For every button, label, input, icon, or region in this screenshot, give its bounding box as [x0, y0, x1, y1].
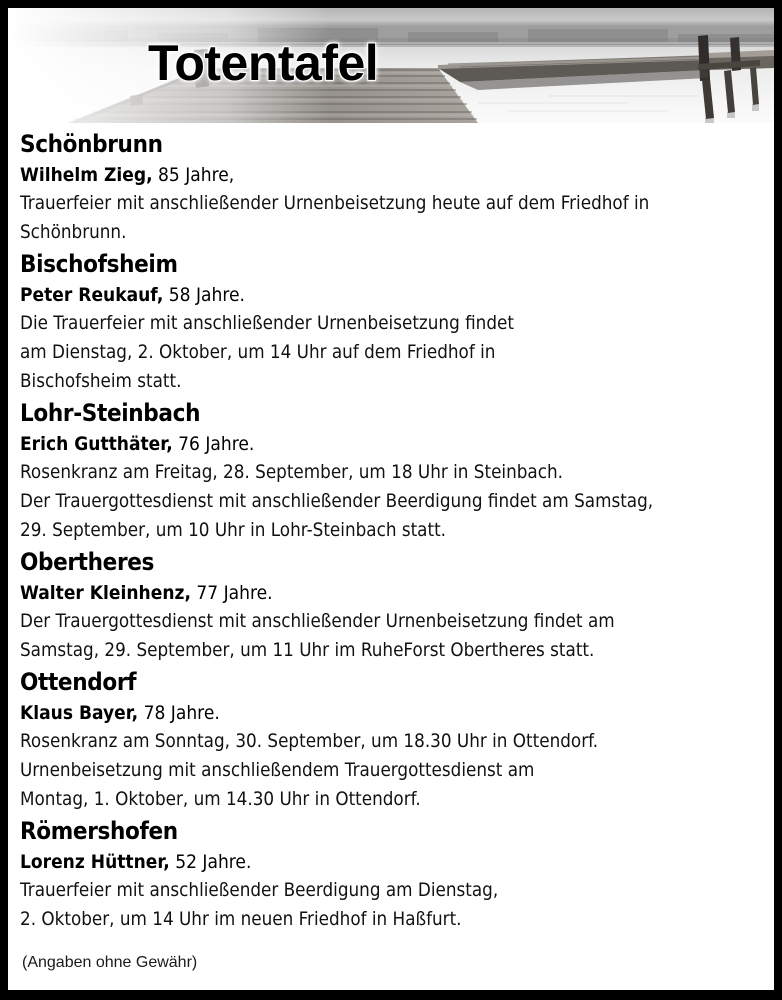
entry-person	[20, 281, 690, 309]
entry-age: 76 Jahre.	[178, 433, 255, 455]
entries-list	[8, 123, 774, 974]
entry-age: 78 Jahre.	[143, 702, 220, 724]
obituary-entry	[20, 128, 764, 247]
entry-detail-line: 2. Oktober, um 14 Uhr im neuen Friedhof in Haßfurt.	[20, 908, 462, 930]
entry-name: Peter Reukauf,	[20, 284, 164, 306]
entry-name: Klaus Bayer,	[20, 702, 139, 724]
entry-person	[20, 699, 690, 727]
entry-detail-line: Rosenkranz am Sonntag, 30. September, um 18.30 Uhr in Ottendorf.	[20, 730, 599, 752]
entry-age: 52 Jahre.	[175, 851, 252, 873]
obituary-entry	[20, 666, 764, 814]
entry-person	[20, 161, 690, 189]
entry-name: Wilhelm Zieg,	[20, 164, 153, 186]
entry-age: 85 Jahre,	[158, 164, 235, 186]
entry-detail-line: 29. September, um 10 Uhr in Lohr-Steinbach statt.	[20, 519, 447, 541]
entry-place: Schönbrunn	[20, 130, 163, 158]
notice-sheet	[8, 8, 774, 990]
entry-detail-line: Bischofsheim statt.	[20, 370, 182, 392]
entry-name: Walter Kleinhenz,	[20, 582, 191, 604]
entry-detail-line: Trauerfeier mit anschließender Beerdigung am Dienstag,	[20, 879, 499, 901]
entry-person	[20, 579, 690, 607]
obituary-entry	[20, 546, 764, 665]
entry-place: Obertheres	[20, 548, 155, 576]
entry-name: Erich Gutthäter,	[20, 433, 173, 455]
entry-person	[20, 430, 690, 458]
pier-photo	[8, 8, 774, 123]
entry-age: 58 Jahre.	[168, 284, 245, 306]
entry-detail-line: Trauerfeier mit anschließender Urnenbeisetzung heute auf dem Friedhof in	[20, 192, 650, 214]
entry-detail-line: Samstag, 29. September, um 11 Uhr im RuheForst Obertheres statt.	[20, 639, 595, 661]
entry-place: Bischofsheim	[20, 250, 178, 278]
header-banner	[8, 8, 774, 123]
page-title: Totentafel	[148, 35, 379, 91]
obituary-entry	[20, 815, 764, 934]
entry-age: 77 Jahre.	[196, 582, 273, 604]
entry-detail-line: Der Trauergottesdienst mit anschließender Urnenbeisetzung findet am	[20, 610, 615, 632]
entry-name: Lorenz Hüttner,	[20, 851, 170, 873]
entry-detail-line: Die Trauerfeier mit anschließender Urnenbeisetzung findet	[20, 312, 514, 334]
entry-detail-line: Der Trauergottesdienst mit anschließender Beerdigung findet am Samstag,	[20, 490, 654, 512]
obituary-entry	[20, 248, 764, 396]
entry-detail-line: Urnenbeisetzung mit anschließendem Trauergottesdienst am	[20, 759, 535, 781]
entry-place: Lohr-Steinbach	[20, 399, 201, 427]
entry-person	[20, 848, 690, 876]
entry-detail-line: am Dienstag, 2. Oktober, um 14 Uhr auf dem Friedhof in	[20, 341, 496, 363]
entry-detail-line: Schönbrunn.	[20, 221, 127, 243]
disclaimer-text: (Angaben ohne Gewähr)	[22, 954, 198, 971]
entry-detail-line: Montag, 1. Oktober, um 14.30 Uhr in Ottendorf.	[20, 788, 421, 810]
entry-detail-line: Rosenkranz am Freitag, 28. September, um 18 Uhr in Steinbach.	[20, 461, 563, 483]
entry-place: Ottendorf	[20, 668, 137, 696]
entry-place: Römershofen	[20, 817, 178, 845]
obituary-entry	[20, 397, 764, 545]
